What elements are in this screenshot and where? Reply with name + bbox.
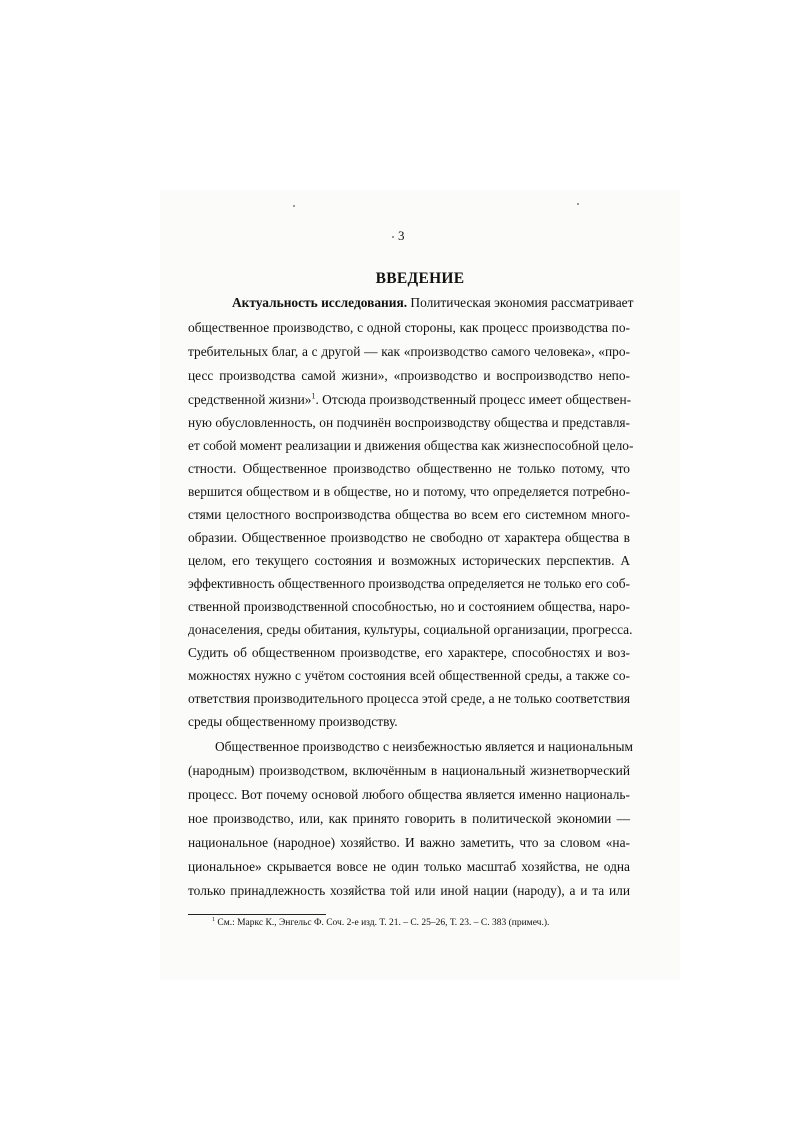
text-line [232, 294, 634, 312]
text-line: цесс производства самой жизни», «производство и воспроизводство непо- [188, 368, 630, 383]
text-line: вершится обществом и в обществе, но и потому, что определяется потребно- [188, 484, 630, 499]
page-number: 3 [398, 228, 405, 243]
footnote-text: См.: Маркс К., Энгельс Ф. Соч. 2-е изд. Т. 21. – С. 25–26, Т. 23. – С. 383 (примеч.). [215, 918, 550, 928]
text-line: национальное (народное) хозяйство. И важно заметить, что за словом «на- [188, 835, 630, 850]
text-line: циональное» скрывается вовсе не один только масштаб хозяйства, не одна [188, 859, 630, 874]
text-line: ную обусловленность, он подчинён воспроизводству общества и представля- [188, 415, 630, 430]
text-line: процесс. Вот почему основой любого общества является именно националь- [188, 787, 630, 802]
text-line: (народным) производством, включённым в национальный жизнетворческий [188, 763, 630, 778]
footnote-ref: 1 [311, 391, 316, 401]
text-line: ственной производственной способностью, но и состоянием общества, наро- [188, 599, 630, 614]
text-run: Политическая экономия рассматривает [407, 295, 634, 310]
text-line: ет собой момент реализации и движения общества как жизнеспособной цело- [188, 438, 634, 453]
lead-phrase: Актуальность исследования. [232, 295, 408, 310]
scan-speck [293, 205, 295, 207]
text-line: ное производство, или, как принято говорить в политической экономии — [188, 811, 630, 826]
text-line: донаселения, среды обитания, культуры, социальной организации, прогресса. [188, 622, 633, 637]
text-line: ответствия производительного процесса этой среде, а не только соответствия [188, 691, 630, 706]
text-line: Судить об общественном производстве, его характере, способностях и воз- [188, 645, 630, 660]
text-line: стности. Общественное производство общественно не только потому, что [188, 461, 630, 476]
text-line: только принадлежность хозяйства той или иной нации (народу), а и та или [188, 883, 630, 898]
scan-speck [577, 203, 579, 205]
text-line: можностях нужно с учётом состояния всей общественной среды, а также со- [188, 668, 630, 683]
text-line: целом, его текущего состояния и возможных исторических перспектив. А [188, 553, 630, 568]
section-heading: ВВЕДЕНИЕ [375, 270, 465, 287]
text-line: стями целостного воспроизводства общества во всем его системном много- [188, 507, 630, 522]
scan-speck [392, 236, 394, 238]
footnote-number: 1 [212, 916, 215, 923]
text-line: требительных благ, а с другой — как «производство самого человека», «про- [188, 344, 630, 359]
footnote [212, 918, 549, 928]
text-line: среды общественному производству. [188, 714, 398, 729]
text-line: эффективность общественного производства определяется не только его соб- [188, 576, 630, 591]
text-run: средственной жизни» [188, 392, 312, 407]
text-line: общественное производство, с одной стороны, как процесс производства по- [188, 320, 630, 335]
text-line [188, 391, 630, 409]
footnote-separator [188, 914, 326, 915]
text-run: . Отсюда производственный процесс имеет обществен- [315, 392, 632, 407]
text-line: образии. Общественное производство не свободно от характера общества в [188, 530, 630, 545]
text-line: Общественное производство с неизбежностью является и национальным [215, 739, 633, 754]
